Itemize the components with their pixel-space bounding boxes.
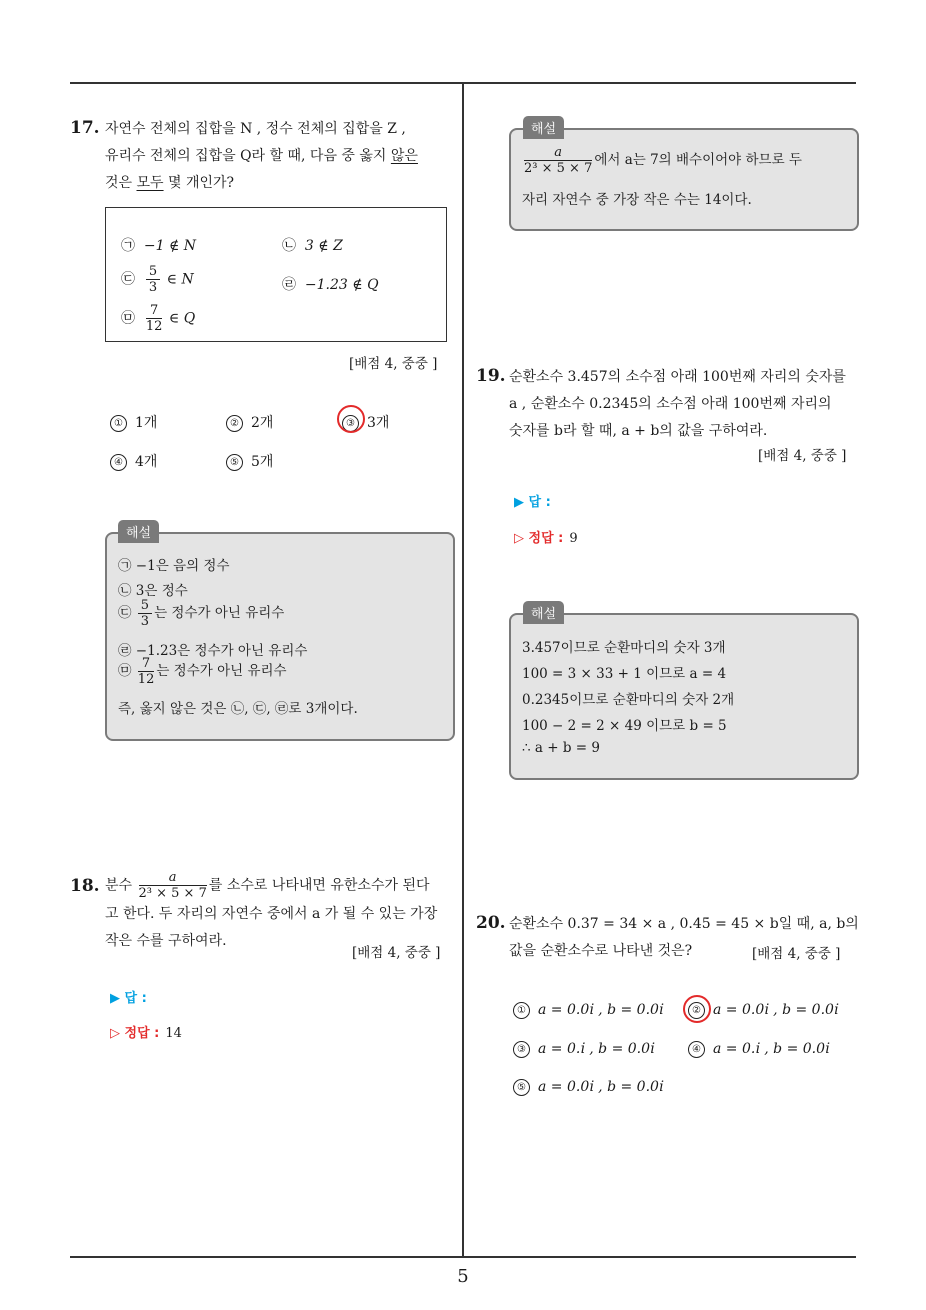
- q17-ex-line1: ㉠ −1은 음의 정수: [118, 558, 230, 574]
- q17-explanation-tag: 해설: [118, 520, 159, 543]
- q17-ex-line2: ㉡ 3은 정수: [118, 583, 188, 599]
- q19-ex-line2: 100 = 3 × 33 + 1 이므로 a = 4: [522, 666, 727, 682]
- q17-cond-e-fraction: $\frac{7}{12}$: [145, 303, 163, 334]
- q20-score: [배점 4, 중중 ]: [752, 946, 841, 962]
- q19-ex-line1: 3.4̇57̇이므로 순환마디의 숫자 3개: [522, 640, 726, 656]
- q17-cond-e: ㉤ $\frac{7}{12}$ ∈ Q: [121, 303, 196, 334]
- q18-ex-line2: 자리 자연수 중 가장 작은 수는 14이다.: [522, 192, 752, 208]
- q17-underline-not: 않은: [390, 148, 418, 164]
- q17-choice-1[interactable]: ① 1개: [110, 412, 157, 432]
- q17-cond-a: ㉠ −1 ∉ N: [121, 238, 197, 254]
- q17-choice-3[interactable]: ③ 3개: [342, 412, 389, 432]
- q19-score: [배점 4, 중중 ]: [758, 448, 847, 464]
- q17-cond-d: ㉣ −1.23 ∉ Q: [282, 277, 379, 293]
- q18-number: 18.: [70, 876, 100, 896]
- q20-choice-4[interactable]: ④ a = 0.i̇ , b = 0.0i̇: [688, 1041, 830, 1058]
- column-divider: [462, 84, 464, 1256]
- q20-choice-2[interactable]: ② a = 0.0i̇ , b = 0.0i̇: [688, 1002, 838, 1019]
- q19-answer-input[interactable]: ▶ 답 :: [514, 495, 551, 510]
- q18-correct-answer: ▷ 정답 : 14: [110, 1026, 182, 1041]
- q19-ex-line3: 0.234̇5̇이므로 순환마디의 숫자 2개: [522, 692, 735, 708]
- q17-ex-line6: 즉, 옳지 않은 것은 ㉡, ㉢, ㉣로 3개이다.: [118, 701, 358, 717]
- q17-text: [105, 116, 457, 197]
- q18-explanation-tag: 해설: [523, 116, 564, 139]
- q17-number: 17.: [70, 118, 100, 138]
- q18-ex-line1: $\frac{a}{\text{2³ × 5 × 7}}$ 에서 a는 7의 배수이어야 하므로 두: [524, 145, 802, 176]
- q17-cond-c: ㉢ $\frac{5}{3}$ ∈ N: [121, 264, 194, 295]
- q18-line3: 작은 수를 구하여라.: [105, 933, 227, 949]
- q18-line2: 고 한다. 두 자리의 자연수 중에서 a 가 될 수 있는 가장: [105, 906, 438, 922]
- page-number: 5: [457, 1266, 469, 1287]
- q19-line1: 순환소수 3.4̇57̇의 소수점 아래 100번째 자리의 숫자를: [509, 369, 846, 385]
- q17-underline-all: 모두: [136, 175, 164, 191]
- q19-ex-line5: ∴ a + b = 9: [522, 740, 600, 756]
- q20-choice-3[interactable]: ③ a = 0.i̇ , b = 0.0i̇: [513, 1041, 655, 1058]
- q19-number: 19.: [476, 366, 506, 386]
- q18-score: [배점 4, 중중 ]: [352, 945, 441, 961]
- q17-ex-line4: ㉣ −1.23은 정수가 아닌 유리수: [118, 643, 308, 659]
- q17-line2: 유리수 전체의 집합을 Q라 할 때, 다음 중 옳지 않은: [105, 148, 418, 164]
- q19-text: [509, 364, 861, 445]
- q20-choice-5[interactable]: ⑤ a = 0.0i̇ , b = 0.0i̇: [513, 1079, 663, 1096]
- q19-line2: a , 순환소수 0.234̇5̇의 소수점 아래 100번째 자리의: [509, 396, 832, 412]
- q18-fraction: $\frac{a}{\text{2³ × 5 × 7}}$: [138, 870, 207, 901]
- q17-line1: 자연수 전체의 집합을 N , 정수 전체의 집합을 Z ,: [105, 121, 406, 137]
- q18-explanation-box: [509, 128, 859, 231]
- q19-explanation-tag: 해설: [523, 601, 564, 624]
- q17-cond-c-fraction: $\frac{5}{3}$: [146, 264, 160, 295]
- q19-ex-line4: 100 − 2 = 2 × 49 이므로 b = 5: [522, 718, 727, 734]
- q17-line3: 것은 모두 몇 개인가?: [105, 175, 235, 191]
- q17-choice-4[interactable]: ④ 4개: [110, 451, 157, 471]
- q18-line1: 분수 $\frac{a}{\text{2³ × 5 × 7}}$ 를 소수로 나타내면 유한소수가 된다: [105, 870, 430, 901]
- q20-number: 20.: [476, 913, 506, 933]
- q17-ex-line3: ㉢ $\frac{5}{3}$ 는 정수가 아닌 유리수: [118, 598, 285, 629]
- q17-ex-line5: ㉤ $\frac{7}{12}$ 는 정수가 아닌 유리수: [118, 656, 287, 687]
- q20-selected-mark: [683, 995, 711, 1023]
- bottom-rule: [70, 1256, 856, 1258]
- q17-choice-5[interactable]: ⑤ 5개: [226, 451, 273, 471]
- q17-score: [배점 4, 중중 ]: [349, 356, 438, 372]
- q17-selected-mark: [337, 405, 365, 433]
- q17-choice-2[interactable]: ② 2개: [226, 412, 273, 432]
- q20-line1: 순환소수 0.37̇ = 34 × a , 0.45̇ = 45 × b일 때, a, b의: [509, 916, 859, 932]
- q20-choice-1[interactable]: ① a = 0.0i̇ , b = 0.0i̇: [513, 1002, 663, 1019]
- q19-line3: 숫자를 b라 할 때, a + b의 값을 구하여라.: [509, 423, 768, 439]
- q17-cond-b: ㉡ 3 ∉ Z: [282, 238, 343, 254]
- q20-line2: 값을 순환소수로 나타낸 것은?: [509, 943, 693, 959]
- q19-correct-answer: ▷ 정답 : 9: [514, 531, 578, 546]
- q18-answer-input[interactable]: ▶ 답 :: [110, 991, 147, 1006]
